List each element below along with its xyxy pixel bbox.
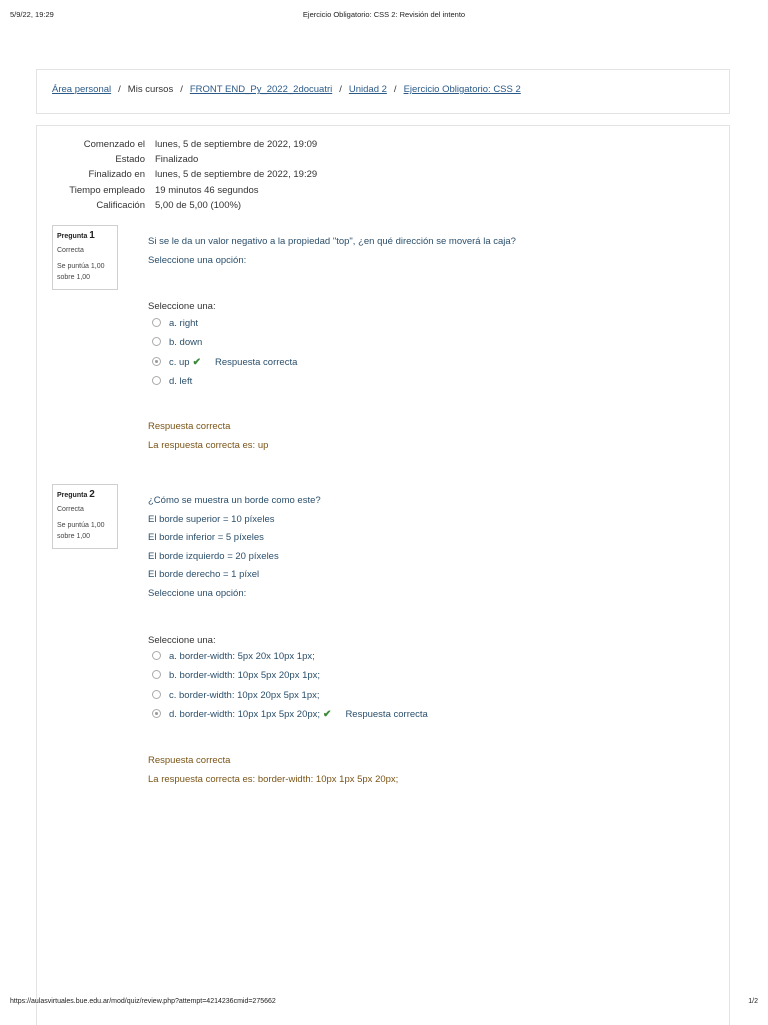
question-1-info [52,225,118,290]
breadcrumb-home-link[interactable]: Área personal [52,84,112,95]
checkmark-icon: ✔ [323,708,332,720]
option-label: a. right [169,318,199,329]
checkmark-icon: ✔ [192,356,201,368]
question-text-line: El borde izquierdo = 20 píxeles [148,550,279,562]
answer-option[interactable] [152,314,297,333]
correct-answer-tag: Respuesta correcta [345,708,428,720]
answer-option-selected[interactable] [152,705,428,724]
question-2-info [52,484,118,549]
print-url: https://aulasvirtuales.bue.edu.ar/mod/quiz/review.php?attempt=4214236cmid=275662 [10,998,276,1005]
feedback-line: La respuesta correcta es: border-width: 10px 1px 5px 20px; [148,773,399,785]
question-word: Pregunta [57,492,88,499]
breadcrumb-separator: / [118,84,121,95]
print-date: 5/9/22, 19:29 [10,10,54,19]
option-label: d. border-width: 10px 1px 5px 20px; [169,708,321,720]
feedback-line: Respuesta correcta [148,755,231,766]
answer-option[interactable] [152,647,428,666]
question-text-line: El borde superior = 10 píxeles [148,513,275,525]
answer-option[interactable] [152,686,428,705]
radio-button[interactable] [152,376,161,385]
radio-button-checked[interactable] [152,709,161,718]
question-grade [57,261,113,283]
grade-line: Se puntúa 1,00 [57,263,105,270]
summary-value: lunes, 5 de septiembre de 2022, 19:29 [155,169,318,181]
summary-label: Tiempo empleado [69,184,145,196]
quiz-review-content [36,125,730,1025]
radio-button[interactable] [152,337,161,346]
question-grade [57,520,113,542]
option-label: a. border-width: 5px 20x 10px 1px; [169,651,315,662]
question-text-line: Seleccione una opción: [148,587,247,599]
answer-option[interactable] [152,333,297,352]
option-label: d. left [169,375,193,387]
question-text-line: El borde inferior = 5 píxeles [148,532,264,543]
breadcrumb [36,69,730,114]
option-label: b. border-width: 10px 5px 20px 1px; [169,670,321,682]
feedback-line: La respuesta correcta es: up [148,439,269,451]
option-label: b. down [169,337,203,349]
summary-label: Comenzado el [83,139,145,150]
option-label: c. border-width: 10px 20px 5px 1px; [169,689,320,701]
answer-option-selected[interactable] [152,353,297,372]
summary-label: Estado [115,154,145,166]
breadcrumb-courses: Mis cursos [127,84,174,95]
question-2-options [152,647,428,724]
radio-button[interactable] [152,651,161,660]
summary-label: Calificación [96,199,145,211]
question-text-line: Si se le da un valor negativo a la propiedad "top", ¿en qué dirección se moverá la caja? [148,236,516,247]
summary-value: 5,00 de 5,00 (100%) [155,199,242,211]
question-word: Pregunta [57,233,88,240]
question-text-line: Seleccione una opción: [148,254,247,266]
question-2-feedback [148,752,398,789]
print-footer [10,998,758,1010]
question-2-text [148,492,321,603]
answer-option[interactable] [152,372,297,391]
print-title: Ejercicio Obligatorio: CSS 2: Revisión del intento [302,10,466,19]
grade-line: Se puntúa 1,00 [57,522,105,529]
question-state: Correcta [57,506,84,513]
summary-label: Finalizado en [88,169,145,181]
select-one-label: Seleccione una: [148,635,216,646]
radio-button[interactable] [152,318,161,327]
summary-value: Finalizado [155,154,199,166]
breadcrumb-separator: / [339,84,342,95]
option-label: c. up [169,356,190,368]
question-state: Correcta [57,247,84,254]
summary-value: lunes, 5 de septiembre de 2022, 19:09 [155,139,318,150]
breadcrumb-quiz-link[interactable]: Ejercicio Obligatorio: CSS 2 [403,84,521,95]
breadcrumb-separator: / [393,84,397,95]
question-1-options [152,314,297,391]
grade-line: sobre 1,00 [57,274,91,281]
question-number-value: 1 [89,230,95,241]
grade-line: sobre 1,00 [57,533,91,540]
question-number [57,489,113,500]
correct-answer-tag: Respuesta correcta [215,356,298,368]
question-number-value: 2 [89,489,95,500]
question-1-text [148,233,516,270]
question-1-feedback [148,418,268,455]
breadcrumb-unit-link[interactable]: Unidad 2 [348,84,387,95]
question-number [57,230,113,241]
radio-button[interactable] [152,690,161,699]
radio-button[interactable] [152,670,161,679]
print-header [10,10,758,24]
answer-option[interactable] [152,666,428,685]
breadcrumb-course-link[interactable]: FRONT END_Py_2022_2docuatri [189,84,333,95]
select-one-label: Seleccione una: [148,301,216,312]
radio-button-checked[interactable] [152,357,161,366]
question-text-line: ¿Cómo se muestra un borde como este? [148,495,321,506]
feedback-line: Respuesta correcta [148,421,231,432]
print-page-number: 1/2 [748,998,758,1005]
summary-value: 19 minutos 46 segundos [155,184,259,196]
question-text-line: El borde derecho = 1 píxel [148,569,260,580]
breadcrumb-separator: / [180,84,183,95]
